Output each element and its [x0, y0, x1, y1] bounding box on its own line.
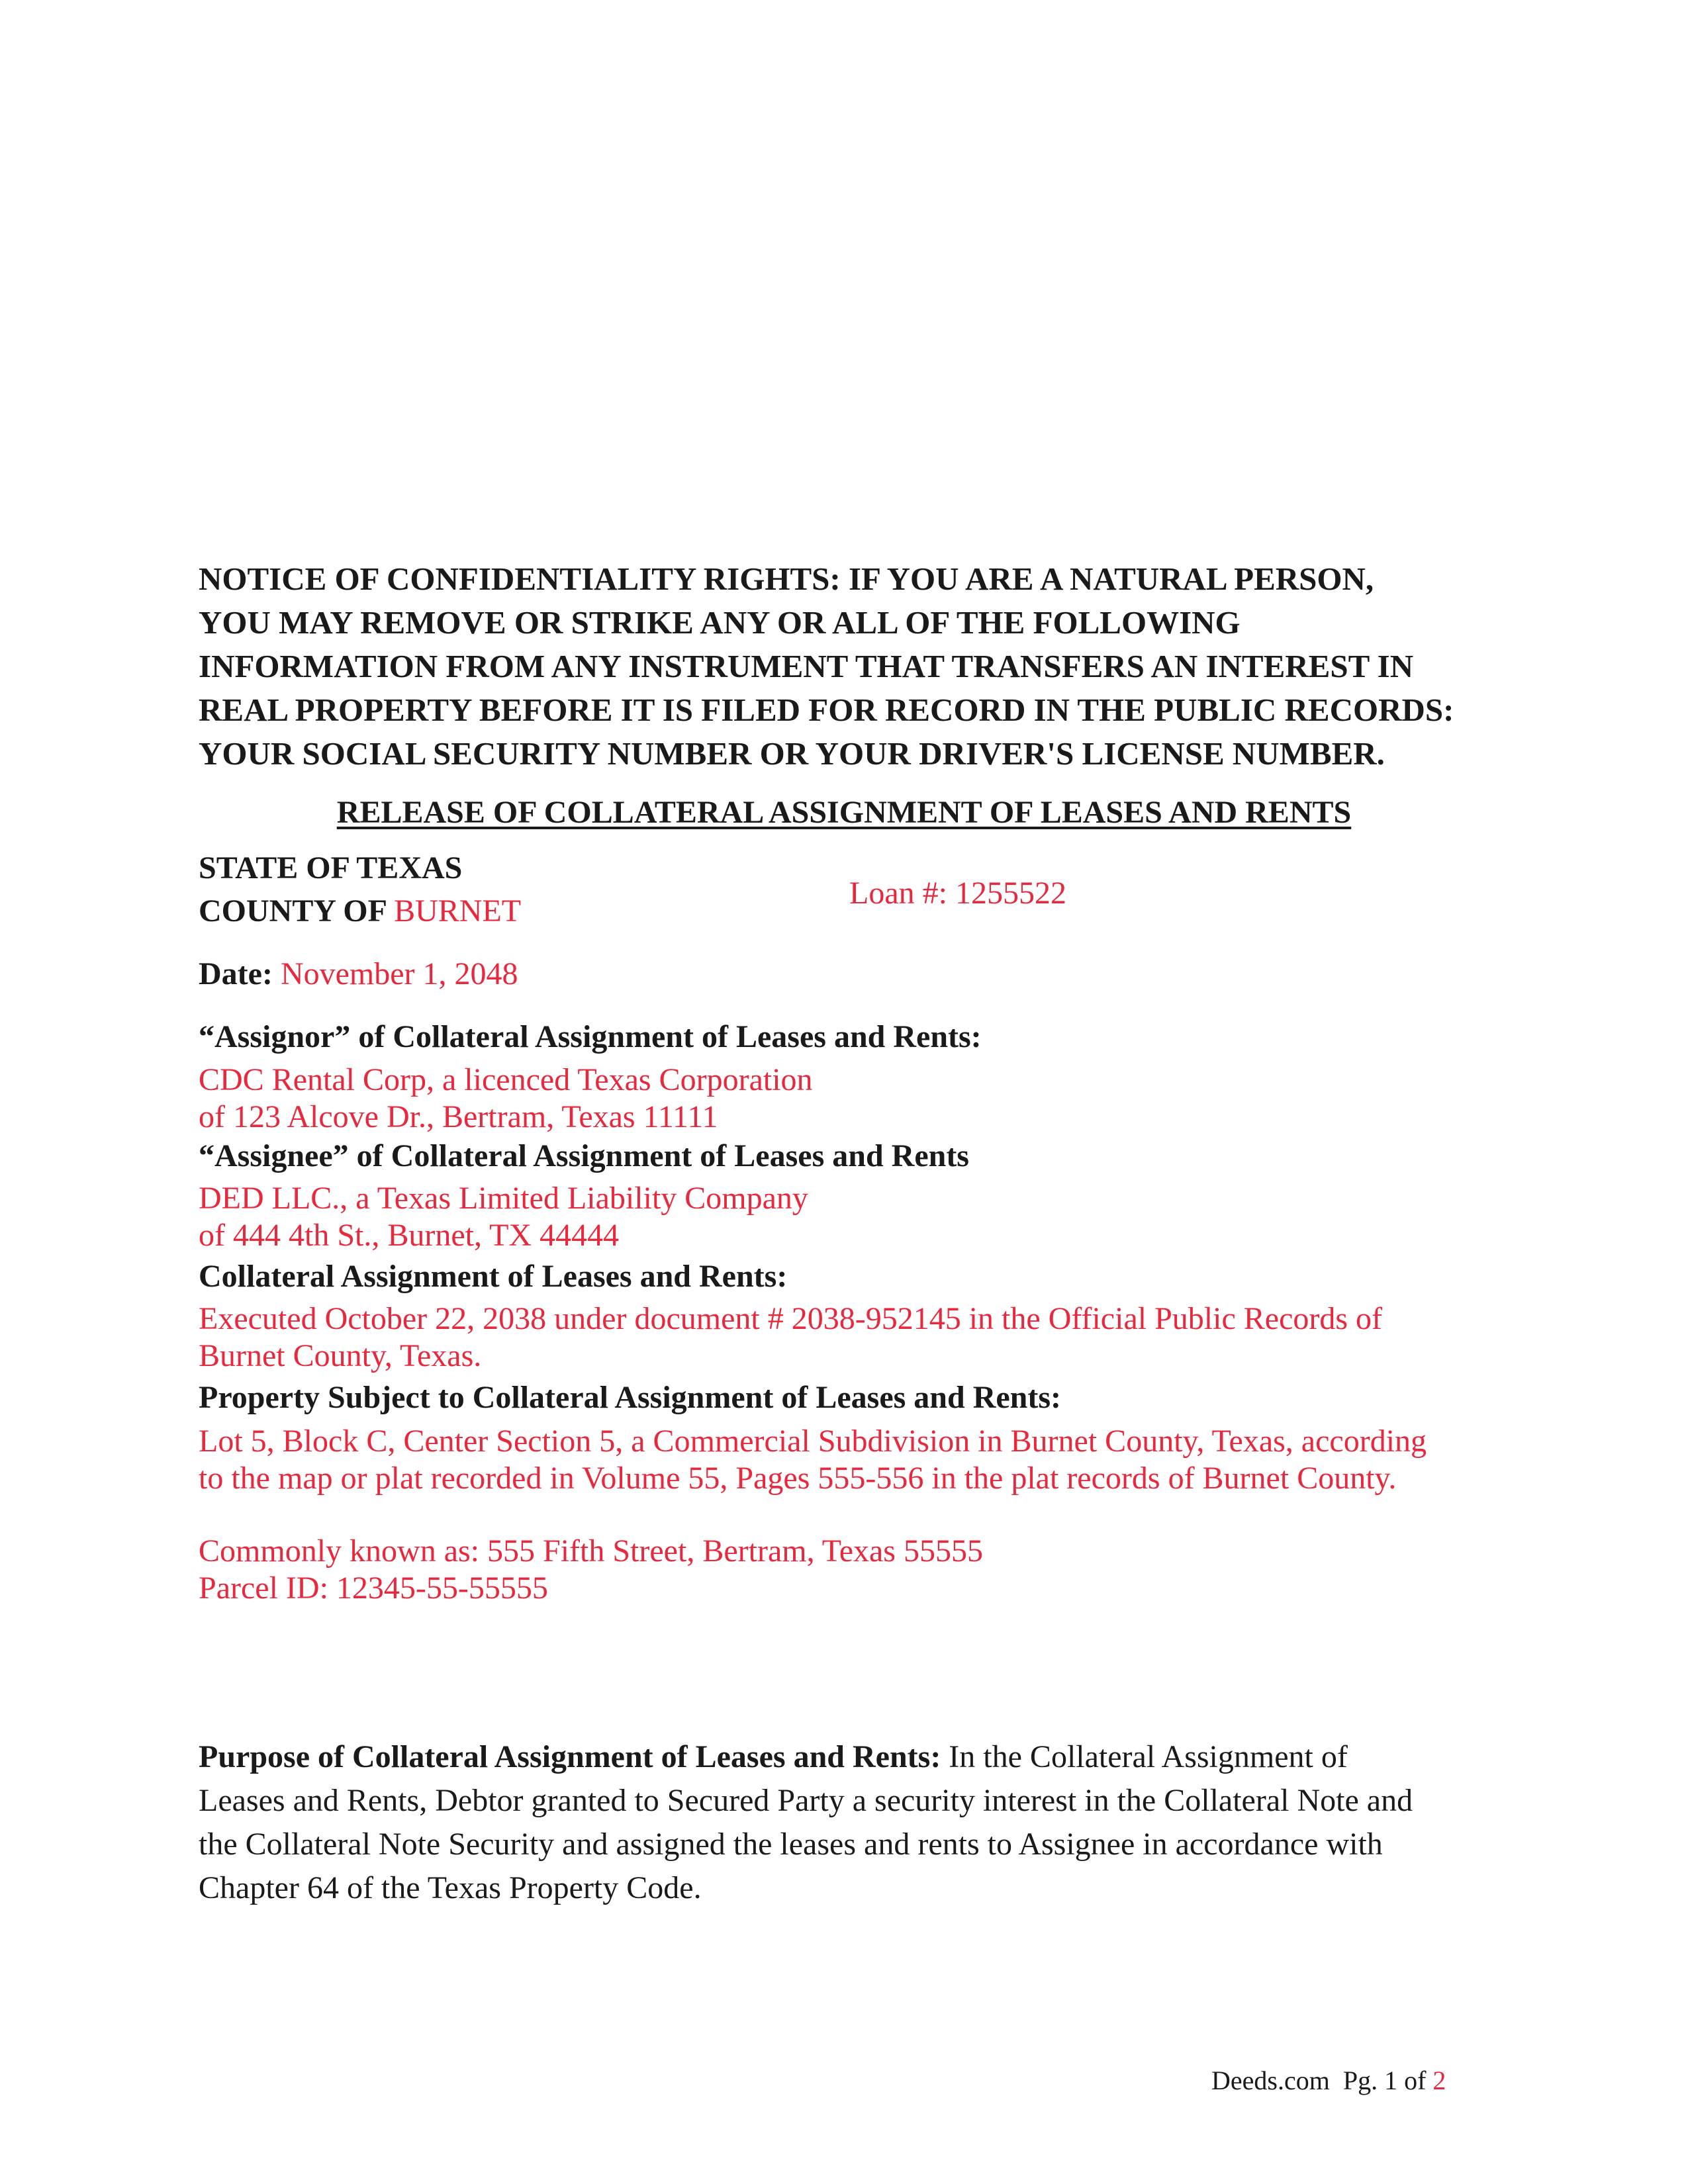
county-value: BURNET — [394, 893, 522, 929]
assignee-label: “Assignee” of Collateral Assignment of Leases and Rents — [199, 1138, 969, 1173]
purpose-text: In the Collateral Assignment of — [941, 1739, 1348, 1774]
purpose-line: Chapter 64 of the Texas Property Code. — [199, 1870, 702, 1905]
purpose-first-line — [199, 1735, 1489, 1779]
page-footer — [1211, 2065, 1446, 2096]
confidentiality-notice — [199, 557, 1523, 776]
assignee-line: DED LLC., a Texas Limited Liability Company — [199, 1181, 808, 1216]
assignor-label: “Assignor” of Collateral Assignment of Leases and Rents: — [199, 1019, 982, 1054]
notice-line: YOU MAY REMOVE OR STRIKE ANY OR ALL OF THE FOLLOWING — [199, 604, 1241, 641]
assignee-line: of 444 4th St., Burnet, TX 44444 — [199, 1218, 620, 1253]
footer-of-label: of — [1404, 2066, 1427, 2095]
footer-page-number: 1 — [1384, 2066, 1398, 2095]
purpose-line: the Collateral Note Security and assigned the leases and rents to Assignee in accordance with — [199, 1827, 1383, 1862]
property-label: Property Subject to Collateral Assignment of Leases and Rents: — [199, 1380, 1062, 1415]
notice-line: INFORMATION FROM ANY INSTRUMENT THAT TRANSFERS AN INTEREST IN — [199, 648, 1414, 684]
date-label: Date: — [199, 956, 273, 991]
notice-line: YOUR SOCIAL SECURITY NUMBER OR YOUR DRIVER'S LICENSE NUMBER. — [199, 735, 1385, 772]
county-line — [199, 890, 521, 933]
purpose-line: Leases and Rents, Debtor granted to Secured Party a security interest in the Collateral Note and — [199, 1783, 1413, 1818]
property-line: to the map or plat recorded in Volume 55, Pages 555-556 in the plat records of Burnet County. — [199, 1461, 1397, 1496]
assignor-line: of 123 Alcove Dr., Bertram, Texas 11111 — [199, 1099, 718, 1134]
county-label: COUNTY OF — [199, 893, 387, 929]
footer-pg-label: Pg. — [1342, 2066, 1378, 2095]
state-label: STATE OF TEXAS — [199, 850, 463, 886]
parcel-id: Parcel ID: 12345-55-55555 — [199, 1570, 548, 1606]
purpose-label: Purpose of Collateral Assignment of Leases and Rents: — [199, 1739, 941, 1774]
assignment-label: Collateral Assignment of Leases and Rents: — [199, 1259, 788, 1294]
date-line — [199, 953, 518, 995]
assignment-line: Executed October 22, 2038 under document # 2038-952145 in the Official Public Records of — [199, 1301, 1383, 1336]
assignment-line: Burnet County, Texas. — [199, 1338, 482, 1373]
document-title: RELEASE OF COLLATERAL ASSIGNMENT OF LEASES AND RENTS — [336, 795, 1352, 830]
footer-total-pages: 2 — [1432, 2066, 1446, 2095]
footer-site: Deeds.com — [1211, 2066, 1330, 2095]
assignor-line: CDC Rental Corp, a licenced Texas Corporation — [199, 1062, 813, 1097]
notice-line: REAL PROPERTY BEFORE IT IS FILED FOR RECORD IN THE PUBLIC RECORDS: — [199, 692, 1454, 728]
date-value: November 1, 2048 — [280, 956, 518, 991]
loan-number: Loan #: 1255522 — [849, 876, 1066, 911]
property-line: Lot 5, Block C, Center Section 5, a Commercial Subdivision in Burnet County, Texas, according — [199, 1424, 1427, 1459]
commonly-known-as: Commonly known as: 555 Fifth Street, Bertram, Texas 55555 — [199, 1533, 983, 1569]
notice-line: NOTICE OF CONFIDENTIALITY RIGHTS: IF YOU ARE A NATURAL PERSON, — [199, 561, 1374, 597]
purpose-paragraph — [199, 1735, 1489, 1910]
